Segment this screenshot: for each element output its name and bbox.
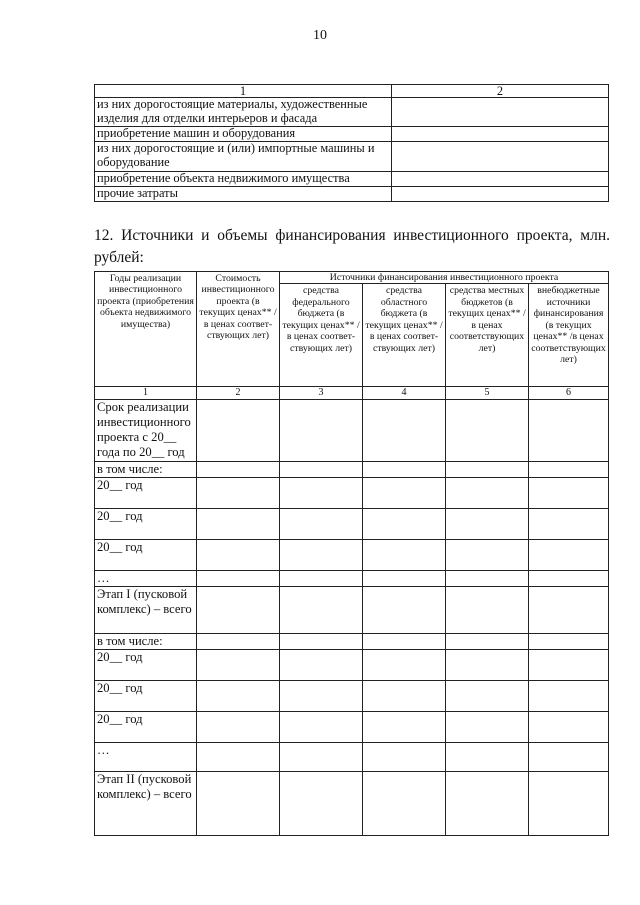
value-cell[interactable]	[363, 571, 446, 587]
value-cell[interactable]	[197, 681, 280, 712]
header-local: средства местных бюджетов (в текущих ценах** /в ценах соответствующих лет)	[446, 284, 529, 387]
value-cell[interactable]	[446, 478, 529, 509]
value-cell[interactable]	[363, 462, 446, 478]
table-row	[95, 172, 609, 187]
table-row	[95, 187, 609, 202]
row-label: приобретение машин и оборудования	[95, 127, 392, 142]
page-number: 10	[313, 28, 327, 43]
table-row	[95, 127, 609, 142]
value-cell[interactable]	[529, 650, 609, 681]
table-row	[95, 540, 609, 571]
value-cell[interactable]	[529, 743, 609, 772]
value-cell[interactable]	[529, 587, 609, 634]
row-label: из них дорогостоящие материалы, художественные изделия для отделки интерьеров и фасада	[95, 98, 392, 127]
column-number: 3	[280, 387, 363, 400]
value-cell[interactable]	[446, 571, 529, 587]
value-cell[interactable]	[529, 478, 609, 509]
value-cell[interactable]	[392, 98, 609, 127]
row-label: приобретение объекта недвижимого имущества	[95, 172, 392, 187]
value-cell[interactable]	[280, 571, 363, 587]
column-number: 4	[363, 387, 446, 400]
value-cell[interactable]	[446, 681, 529, 712]
table-row	[95, 650, 609, 681]
header-sources: Источники финансирования инвестиционного проекта	[280, 272, 609, 284]
value-cell[interactable]	[529, 400, 609, 462]
table-row	[95, 509, 609, 540]
value-cell[interactable]	[446, 400, 529, 462]
table-row	[95, 712, 609, 743]
row-label: …	[95, 571, 197, 587]
header-extra: внебюджетные источники финансирования (в текущих ценах** /в ценах соответствующих лет)	[529, 284, 609, 387]
table-row	[95, 478, 609, 509]
table-row	[95, 772, 609, 836]
value-cell[interactable]	[280, 743, 363, 772]
row-label: 20__ год	[95, 540, 197, 571]
row-label: Этап II (пусковой комплекс) – всего	[95, 772, 197, 836]
value-cell[interactable]	[197, 634, 280, 650]
column-number: 5	[446, 387, 529, 400]
value-cell[interactable]	[529, 571, 609, 587]
row-label: в том числе:	[95, 462, 197, 478]
row-label: 20__ год	[95, 478, 197, 509]
row-label: в том числе:	[95, 634, 197, 650]
table-header-row	[95, 85, 609, 98]
value-cell[interactable]	[280, 587, 363, 634]
value-cell[interactable]	[280, 509, 363, 540]
value-cell[interactable]	[363, 478, 446, 509]
row-label: 20__ год	[95, 712, 197, 743]
value-cell[interactable]	[529, 462, 609, 478]
section-heading: 12. Источники и объемы финансирования инвестиционного проекта, млн. рублей:	[94, 227, 610, 266]
value-cell[interactable]	[363, 540, 446, 571]
value-cell[interactable]	[280, 540, 363, 571]
value-cell[interactable]	[529, 634, 609, 650]
row-label: Этап I (пусковой комплекс) – всего	[95, 587, 197, 634]
row-label: прочие затраты	[95, 187, 392, 202]
value-cell[interactable]	[197, 540, 280, 571]
value-cell[interactable]	[280, 650, 363, 681]
value-cell[interactable]	[446, 772, 529, 836]
value-cell[interactable]	[363, 712, 446, 743]
value-cell[interactable]	[363, 509, 446, 540]
value-cell[interactable]	[529, 712, 609, 743]
value-cell[interactable]	[197, 587, 280, 634]
row-label: 20__ год	[95, 509, 197, 540]
value-cell[interactable]	[363, 650, 446, 681]
value-cell[interactable]	[446, 634, 529, 650]
row-label: из них дорогостоящие и (или) импортные машины и оборудование	[95, 142, 392, 172]
value-cell[interactable]	[529, 509, 609, 540]
header-federal: средства федерального бюджета (в текущих ценах** /в ценах соответствующих лет)	[280, 284, 363, 387]
value-cell[interactable]	[446, 743, 529, 772]
value-cell[interactable]	[197, 650, 280, 681]
value-cell[interactable]	[280, 681, 363, 712]
value-cell[interactable]	[197, 462, 280, 478]
value-cell[interactable]	[446, 509, 529, 540]
header-cost: Стоимость инвестиционного проекта (в текущих ценах** /в ценах соответствующих лет)	[197, 272, 280, 387]
value-cell[interactable]	[197, 772, 280, 836]
value-cell[interactable]	[529, 772, 609, 836]
value-cell[interactable]	[363, 772, 446, 836]
table-row	[95, 400, 609, 462]
table-row	[95, 634, 609, 650]
row-label: 20__ год	[95, 650, 197, 681]
row-label: …	[95, 743, 197, 772]
value-cell[interactable]	[446, 540, 529, 571]
value-cell[interactable]	[363, 400, 446, 462]
value-cell[interactable]	[197, 509, 280, 540]
row-label: 20__ год	[95, 681, 197, 712]
column-number: 1	[95, 387, 197, 400]
value-cell[interactable]	[280, 478, 363, 509]
table-row	[95, 462, 609, 478]
value-cell[interactable]	[280, 772, 363, 836]
value-cell[interactable]	[529, 540, 609, 571]
value-cell[interactable]	[280, 634, 363, 650]
column-number: 6	[529, 387, 609, 400]
table-row	[95, 743, 609, 772]
value-cell[interactable]	[392, 172, 609, 187]
table-row	[95, 142, 609, 172]
value-cell[interactable]	[280, 462, 363, 478]
value-cell[interactable]	[197, 478, 280, 509]
value-cell[interactable]	[392, 127, 609, 142]
value-cell[interactable]	[392, 187, 609, 202]
table-row	[95, 571, 609, 587]
value-cell[interactable]	[363, 681, 446, 712]
table-row	[95, 681, 609, 712]
cost-structure-table	[94, 84, 609, 202]
value-cell[interactable]	[280, 400, 363, 462]
value-cell[interactable]	[280, 712, 363, 743]
row-label: Срок реализации инвестиционного проекта с 20__ года по 20__ год	[95, 400, 197, 462]
value-cell[interactable]	[392, 142, 609, 172]
table-header-row	[95, 272, 609, 284]
value-cell[interactable]	[197, 400, 280, 462]
value-cell[interactable]	[197, 571, 280, 587]
table-row	[95, 98, 609, 127]
value-cell[interactable]	[197, 712, 280, 743]
financing-sources-table	[94, 271, 609, 836]
column-number: 2	[392, 85, 609, 98]
header-years: Годы реализации инвестиционного проекта (приобретения объекта недвижимого имущества)	[95, 272, 197, 387]
value-cell[interactable]	[363, 634, 446, 650]
value-cell[interactable]	[446, 650, 529, 681]
value-cell[interactable]	[529, 681, 609, 712]
value-cell[interactable]	[446, 587, 529, 634]
header-regional: средства областного бюджета (в текущих ценах** /в ценах соответствующих лет)	[363, 284, 446, 387]
value-cell[interactable]	[363, 587, 446, 634]
column-number: 2	[197, 387, 280, 400]
column-number: 1	[95, 85, 392, 98]
column-numbers-row	[95, 387, 609, 400]
table-row	[95, 587, 609, 634]
value-cell[interactable]	[197, 743, 280, 772]
value-cell[interactable]	[363, 743, 446, 772]
value-cell[interactable]	[446, 462, 529, 478]
value-cell[interactable]	[446, 712, 529, 743]
